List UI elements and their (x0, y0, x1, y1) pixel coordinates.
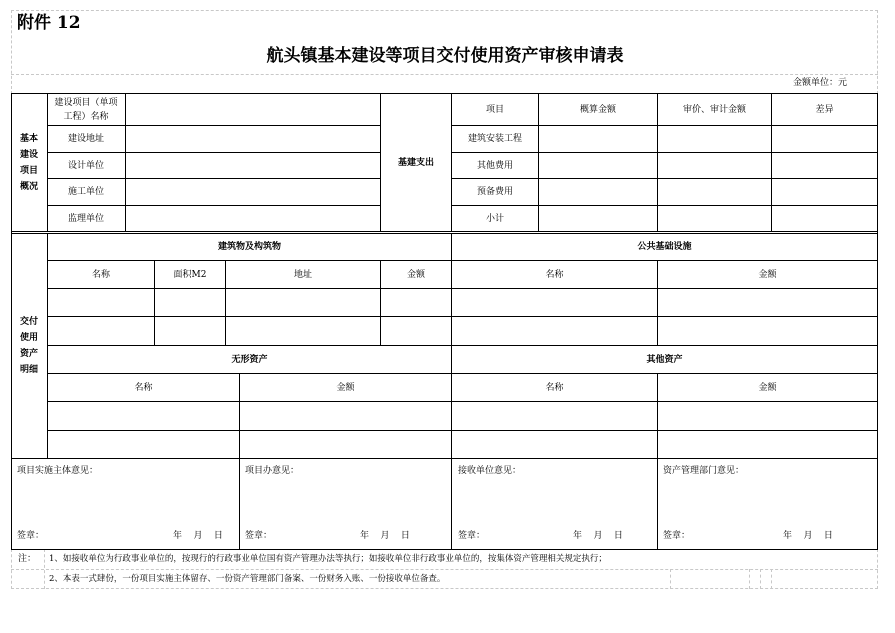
page-title: 航头镇基本建设等项目交付使用资产审核申请表 (266, 46, 624, 66)
dash-line (11, 74, 878, 75)
opinion-seal: 签章： (663, 531, 691, 541)
assets-side-label (11, 234, 47, 458)
expense-row-label: 其他费用 (476, 160, 513, 171)
grid-line (11, 458, 878, 459)
supervision-unit-field[interactable] (126, 206, 380, 231)
expense-header-diff: 差异 (815, 104, 834, 115)
infra-title: 公共基础设施 (637, 242, 692, 252)
intangible-title: 无形资产 (231, 354, 268, 365)
address-field[interactable] (126, 126, 380, 152)
other-header-amount: 金额 (758, 382, 777, 393)
grid-line (47, 316, 878, 317)
supervision-unit-label: 监理单位 (67, 213, 104, 224)
project-name-label-line2: 工程）名称 (63, 111, 109, 122)
basic-side-label-4: 概况 (19, 181, 38, 192)
basic-side-label (11, 94, 47, 231)
notes-line-1: 1、如接收单位为行政事业单位的，按现行的行政事业单位国有资产管理办法等执行；如接收单位非行政事业单位的，按集体资产管理相关规定执行； (49, 554, 607, 564)
infra-header-name: 名称 (545, 269, 564, 280)
opinion-date: 年 月 日 (360, 531, 410, 541)
assets-side-label-4: 明细 (19, 365, 38, 375)
basic-side-label-3: 项目 (19, 165, 38, 176)
dash-line (771, 569, 772, 589)
attachment-label: 附件 12 (17, 13, 81, 33)
project-name-field[interactable] (126, 94, 380, 125)
grid-line (47, 430, 878, 431)
dash-line (44, 549, 45, 589)
opinion-seal: 签章： (245, 531, 273, 541)
dash-line (760, 569, 761, 589)
opinion-seal: 签章： (458, 531, 486, 541)
expense-row-label: 小计 (485, 213, 504, 224)
project-name-label-line1: 建设项目（单项 (54, 97, 118, 108)
opinion-label: 接收单位意见： (458, 466, 522, 476)
design-unit-label: 设计单位 (67, 160, 104, 171)
other-assets-title: 其他资产 (646, 354, 683, 365)
expense-header-audit: 审价、审计金额 (682, 104, 746, 115)
address-label: 建设地址 (67, 134, 104, 144)
buildings-header-amount: 金额 (406, 269, 425, 280)
buildings-header-name: 名称 (91, 269, 110, 280)
expense-row-label: 预备费用 (476, 187, 513, 197)
expense-row-label: 建筑安装工程 (467, 134, 522, 144)
opinion-date: 年 月 日 (783, 531, 833, 541)
grid-line (877, 93, 878, 550)
intangible-header-amount: 金额 (336, 382, 355, 393)
opinion-date: 年 月 日 (173, 531, 223, 541)
construction-unit-field[interactable] (126, 179, 380, 205)
construction-unit-label: 施工单位 (67, 187, 104, 197)
buildings-header-area: 面积M2 (173, 269, 207, 280)
basic-side-label-1: 基本 (19, 133, 38, 144)
expense-label: 基建支出 (397, 157, 434, 168)
grid-line (47, 401, 878, 402)
opinion-seal: 签章： (17, 531, 45, 541)
amount-unit: 金额单位：元 (793, 78, 848, 88)
dash-line (670, 569, 671, 589)
opinion-date: 年 月 日 (573, 531, 623, 541)
dash-line (749, 569, 750, 589)
opinion-label: 项目办意见： (245, 466, 300, 476)
buildings-header-address: 地址 (293, 269, 312, 280)
grid-line (11, 231, 878, 232)
notes-label: 注： (18, 554, 37, 564)
infra-header-amount: 金额 (758, 269, 777, 280)
assets-side-label-1: 交付 (19, 317, 38, 327)
expense-header-budget: 概算金额 (579, 104, 616, 115)
basic-side-label-2: 建设 (19, 149, 38, 160)
assets-side-label-3: 资产 (19, 349, 38, 359)
design-unit-field[interactable] (126, 153, 380, 178)
assets-side-label-2: 使用 (19, 333, 38, 343)
notes-line-2: 2、本表一式肆份，一份项目实施主体留存、一份资产管理部门备案、一份财务入账、一份接收单位备查。 (49, 574, 446, 584)
grid-line (47, 288, 878, 289)
dash-line (11, 569, 878, 570)
buildings-title: 建筑物及构筑物 (217, 242, 281, 252)
intangible-header-name: 名称 (134, 382, 153, 393)
other-header-name: 名称 (545, 382, 564, 393)
opinion-label: 资产管理部门意见： (663, 466, 745, 476)
grid-line (11, 549, 878, 550)
opinion-label: 项目实施主体意见： (17, 466, 99, 476)
project-name-label (47, 94, 125, 125)
expense-header-item: 项目 (485, 104, 504, 115)
